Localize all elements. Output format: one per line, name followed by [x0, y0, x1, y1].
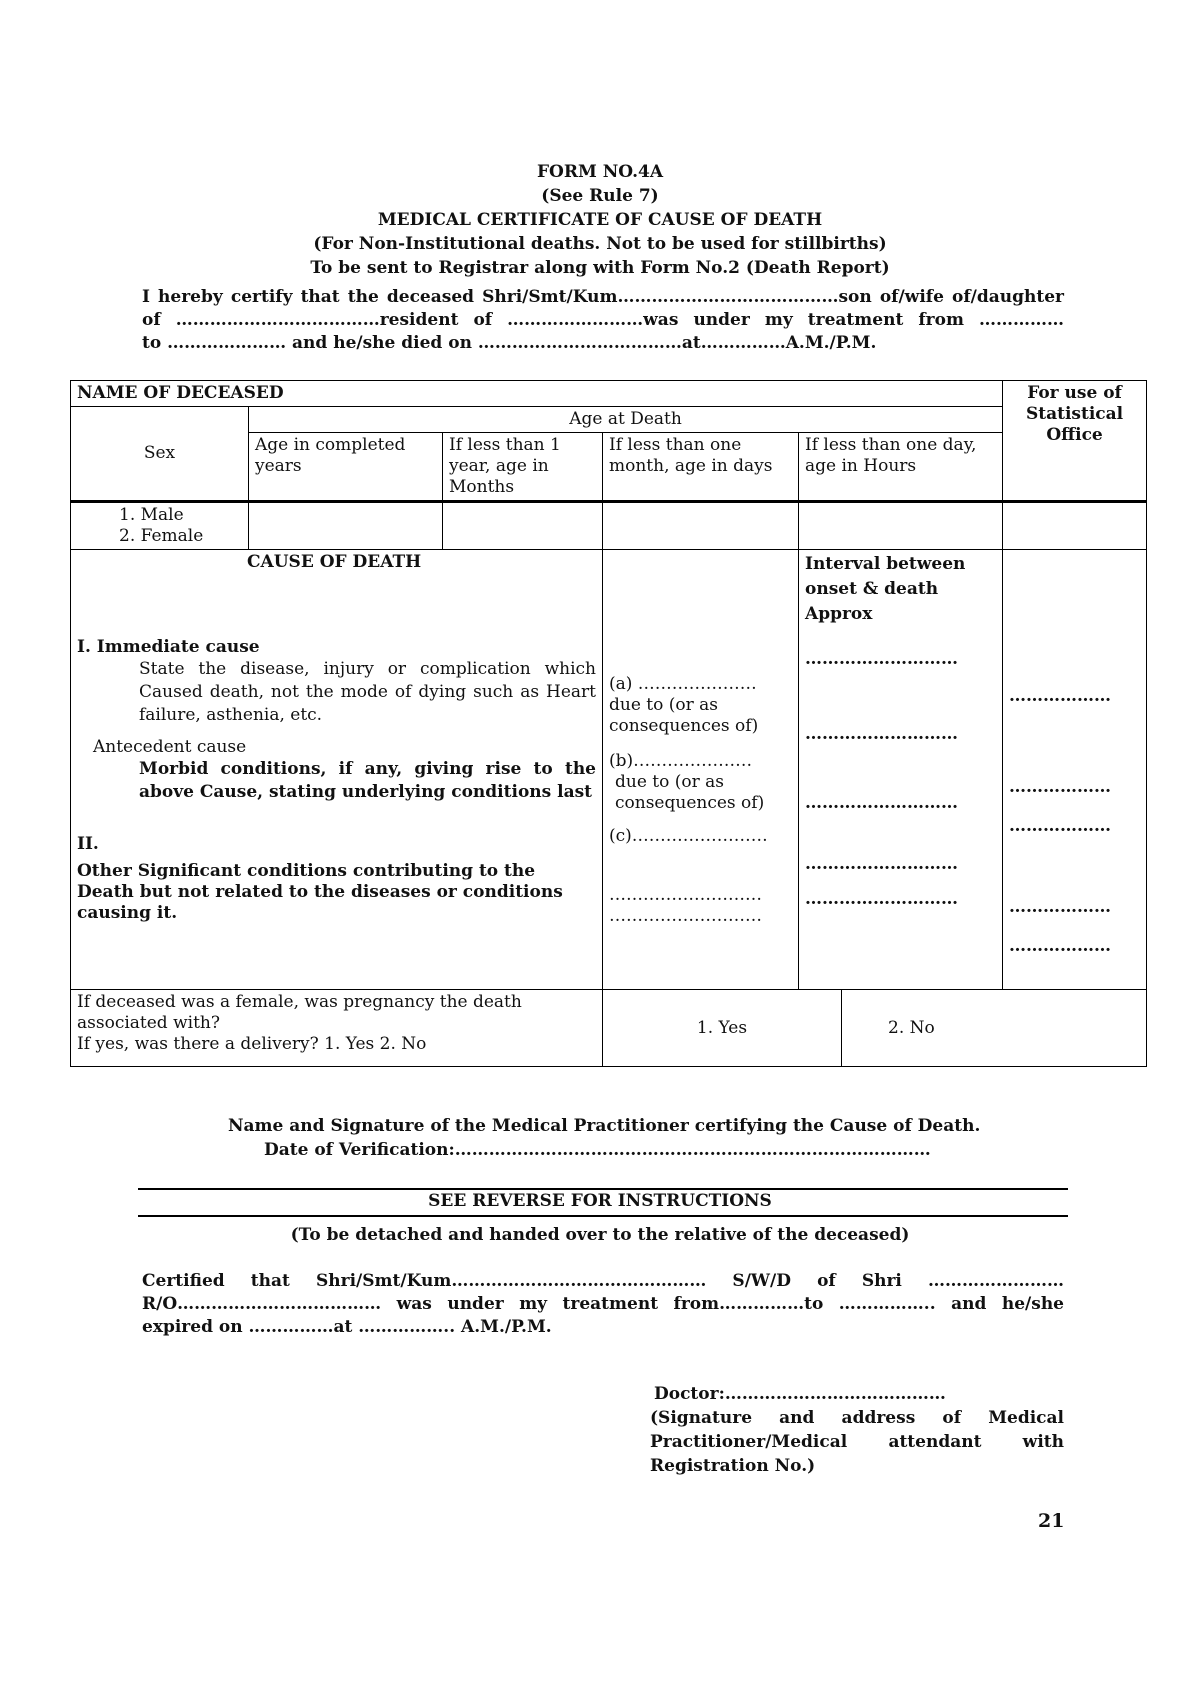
sex-options [71, 502, 249, 550]
stat-dots-1[interactable]: ……………… [1009, 686, 1112, 706]
immediate-cause-desc: State the disease, injury or complication which Caused death, not the mode of dying such as Heart failure, asthenia, etc. [139, 659, 596, 725]
doctor-line[interactable]: Doctor:………………………………… [654, 1384, 946, 1404]
due-to-1: due to (or as consequences of) [609, 695, 759, 736]
interval-dots-3[interactable]: ……………………… [805, 793, 958, 813]
interval-dots-2[interactable]: ……………………… [805, 724, 958, 744]
practitioner-signature-line: Name and Signature of the Medical Practitioner certifying the Cause of Death. [228, 1116, 981, 1136]
pregnancy-yes[interactable]: 1. Yes [603, 990, 842, 1066]
immediate-cause-label: I. Immediate cause [77, 637, 260, 657]
doctor-block [650, 1382, 1064, 1478]
cause-sequence-cell [603, 550, 799, 990]
other-conditions-text: Other Significant conditions contributing to the Death but not related to the diseases or conditions causing it. [77, 861, 563, 923]
stat-dots-2[interactable]: ……………… [1009, 777, 1112, 797]
rule-ref: (See Rule 7) [541, 186, 659, 206]
cause-of-death-title: CAUSE OF DEATH [247, 552, 422, 572]
cause-of-death-cell [71, 550, 603, 990]
less-one-month-header: If less than one month, age in days [603, 433, 799, 502]
interval-header: Interval between onset & death Approx [805, 554, 966, 624]
interval-dots-4[interactable]: ……………………… [805, 854, 958, 874]
age-days-value[interactable] [603, 502, 799, 550]
antecedent-cause-label: Antecedent cause [93, 737, 247, 757]
delivery-question: If yes, was there a delivery? 1. Yes 2. No [77, 1034, 427, 1054]
cause-b-line[interactable]: (b)………………… [609, 751, 753, 771]
signature-address-note: (Signature and address of Medical Practitioner/Medical attendant with Registration No.) [650, 1408, 1064, 1476]
certify-line-1: I hereby certify that the deceased Shri/Smt/Kum…………………………………son of/wife of/daughter [142, 287, 1064, 307]
age-at-death-header: Age at Death [249, 407, 1003, 433]
age-months-value[interactable] [443, 502, 603, 550]
form-number: FORM NO.4A [536, 162, 664, 182]
date-of-verification[interactable]: Date of Verification:………………………………………………………………………… [264, 1140, 931, 1160]
sex-female: 2. Female [119, 526, 204, 546]
cause-a-line[interactable]: (a) ………………… [609, 674, 757, 694]
interval-dots-5[interactable]: ……………………… [805, 889, 958, 909]
stat-dots-5[interactable]: ……………… [1009, 936, 1112, 956]
certify-paragraph [142, 286, 1064, 355]
age-completed-header: Age in completed years [249, 433, 443, 502]
interval-dots-1[interactable]: ……………………… [805, 649, 958, 669]
death-details-table [70, 380, 1147, 1067]
see-reverse-heading: SEE REVERSE FOR INSTRUCTIONS [428, 1191, 772, 1211]
signature-block [228, 1114, 980, 1162]
stat-dots-3[interactable]: ……………… [1009, 816, 1112, 836]
reverse-certify-paragraph [142, 1270, 1064, 1339]
cause-c-line[interactable]: (c)…………………… [609, 826, 768, 846]
certify-line-3: to ………………… and he/she died on ………………………………at……………A.M./P.M. [142, 333, 877, 353]
stat-office-value[interactable] [1003, 502, 1147, 550]
certify-line-2: of ………………………………resident of ……………………was under my treatment from …………… [142, 310, 1064, 330]
name-of-deceased-label: NAME OF DECEASED [71, 381, 1003, 407]
stat-dots-4[interactable]: ……………… [1009, 897, 1112, 917]
pregnancy-cell [71, 990, 603, 1067]
pregnancy-question: If deceased was a female, was pregnancy the death associated with? [77, 992, 522, 1033]
less-one-day-header: If less than one day, age in Hours [799, 433, 1003, 502]
pregnancy-answer-cell [603, 990, 1147, 1067]
page-number: 21 [1038, 1510, 1065, 1532]
age-years-value[interactable] [249, 502, 443, 550]
detach-note: (To be detached and handed over to the relative of the deceased) [290, 1225, 910, 1245]
section-ii-label: II. [77, 834, 99, 854]
form-title: MEDICAL CERTIFICATE OF CAUSE OF DEATH [377, 210, 823, 230]
reverse-line-2: R/O……………………………… was under my treatment from……………to …………….. and he/she [142, 1294, 1064, 1314]
separator-top [138, 1188, 1068, 1190]
form-header [0, 160, 1200, 280]
separator-bottom [138, 1215, 1068, 1217]
stat-dots-cell [1003, 550, 1147, 990]
antecedent-cause-desc: Morbid conditions, if any, giving rise to the above Cause, stating underlying conditions last [139, 759, 596, 802]
send-note: To be sent to Registrar along with Form No.2 (Death Report) [310, 258, 890, 278]
statistical-office-label: For use of Statistical Office [1003, 381, 1147, 502]
sex-male: 1. Male [119, 505, 184, 525]
due-to-2: due to (or as consequences of) [615, 772, 765, 813]
reverse-line-3: expired on ……………at …………….. A.M./P.M. [142, 1317, 552, 1337]
form-subtitle: (For Non-Institutional deaths. Not to be used for stillbirths) [313, 234, 887, 254]
other-dots-2[interactable]: ……………………… [609, 906, 762, 926]
other-dots-1[interactable]: ……………………… [609, 885, 762, 905]
reverse-line-1: Certified that Shri/Smt/Kum……………………………………… S/W/D of Shri …………………… [142, 1271, 1064, 1291]
sex-header: Sex [71, 407, 249, 502]
pregnancy-no[interactable]: 2. No [888, 1017, 935, 1038]
less-one-year-header: If less than 1 year, age in Months [443, 433, 603, 502]
age-hours-value[interactable] [799, 502, 1003, 550]
interval-cell [799, 550, 1003, 990]
